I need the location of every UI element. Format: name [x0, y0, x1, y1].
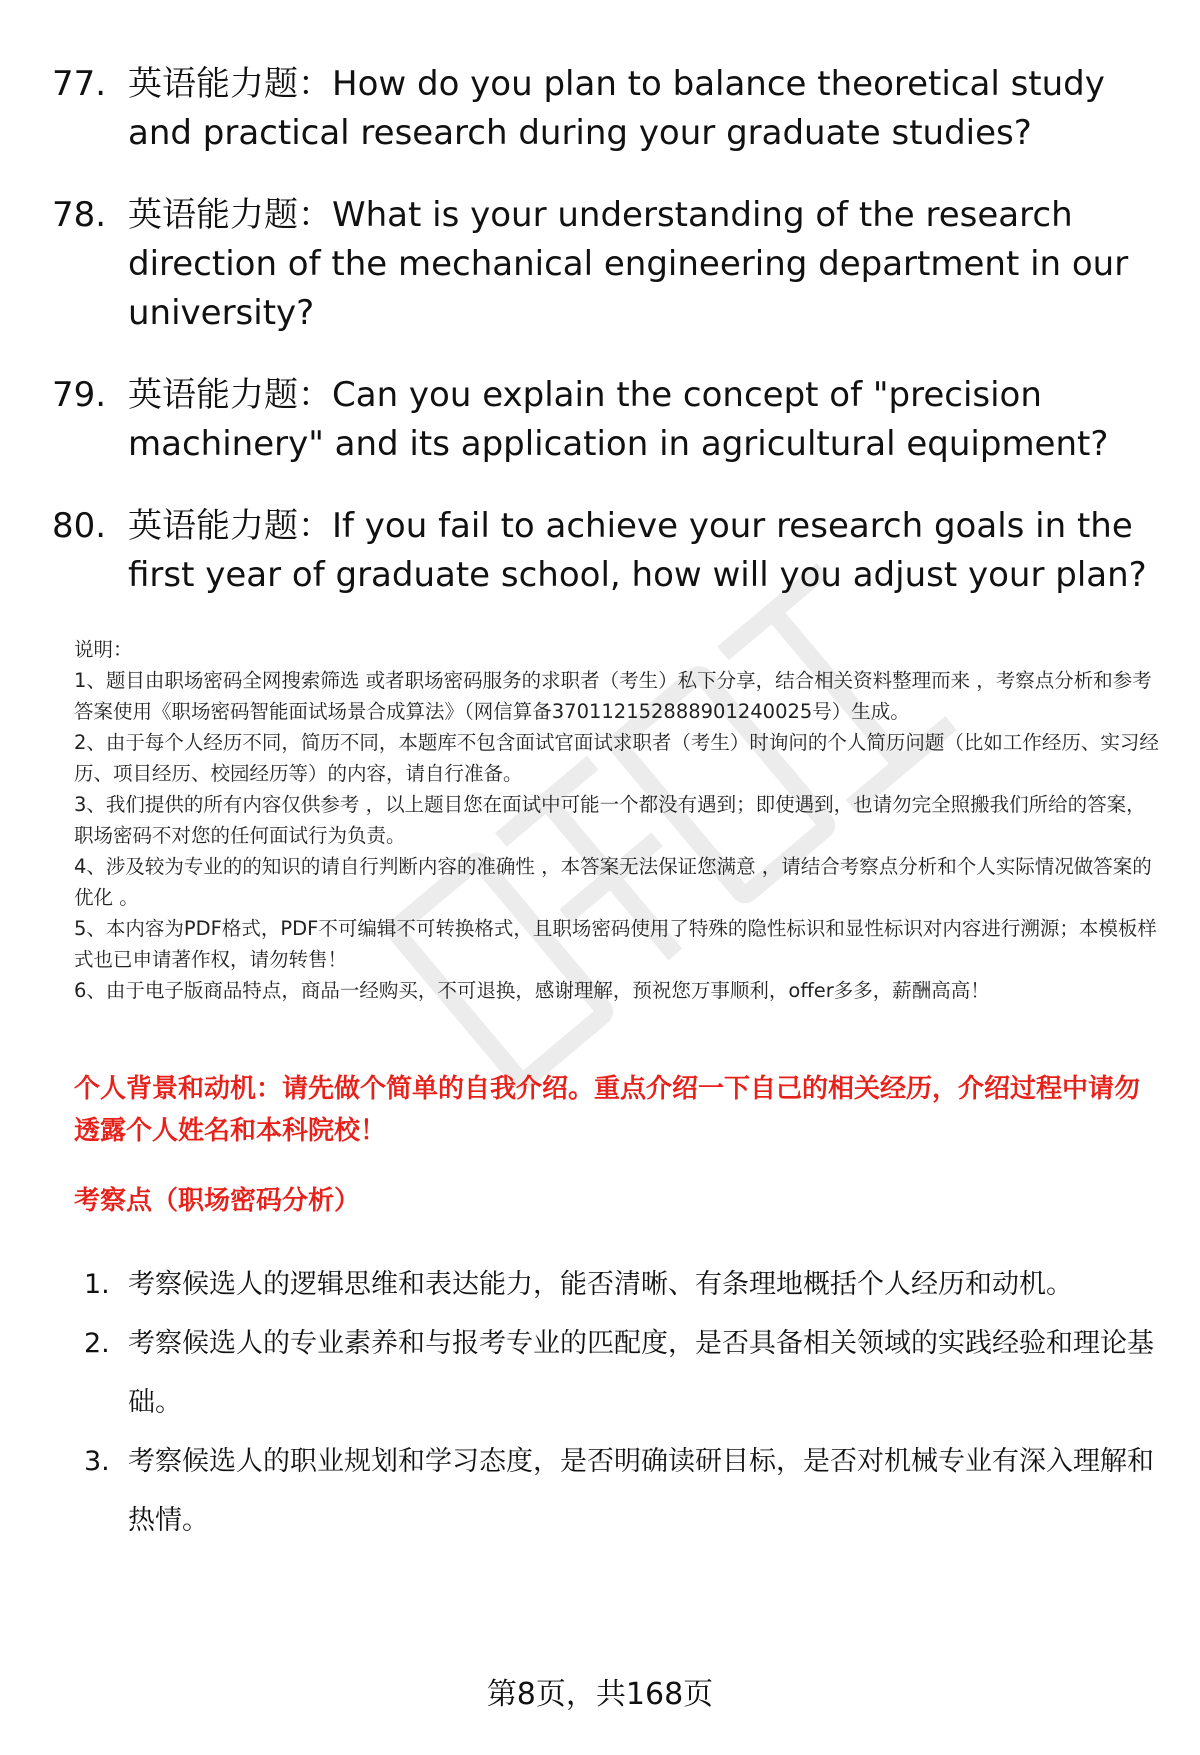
question-number: 78.: [52, 195, 107, 235]
background-question: 个人背景和动机：请先做个简单的自我介绍。重点介绍一下自己的相关经历，介绍过程中请勿透露个人姓名和本科院校！: [74, 1074, 1141, 1146]
note-item: 5、本内容为PDF格式，PDF不可编辑不可转换格式，且职场密码使用了特殊的隐性标识和显性标识对内容进行溯源；本模板样式也已申请著作权，请勿转售！: [74, 917, 1157, 971]
point-number: 2.: [84, 1328, 110, 1359]
analysis-heading: 考察点（职场密码分析）: [74, 1186, 361, 1216]
note-item: 4、涉及较为专业的的知识的请自行判断内容的准确性 ，本答案无法保证您满意 ，请结合考察点分析和个人实际情况做答案的优化 。: [74, 855, 1152, 909]
question-item: [52, 191, 1172, 338]
question-item: [52, 371, 1172, 469]
note-item: 1、题目由职场密码全网搜索筛选 或者职场密码服务的求职者（考生）私下分享，结合相关资料整理而来 ，考察点分析和参考答案使用《职场密码智能面试场景合成算法》（网信算备370112152888901240025号）生成。: [74, 669, 1152, 723]
question-text: 英语能力题：Can you explain the concept of "precision machinery" and its application in agricultural equipment?: [128, 375, 1109, 464]
point-number: 1.: [84, 1269, 110, 1300]
disclaimer-notes: [74, 634, 1164, 1006]
analysis-point: [84, 1255, 1164, 1314]
note-item: 3、我们提供的所有内容仅供参考 ，以上题目您在面试中可能一个都没有遇到；即使遇到，也请勿完全照搬我们所给的答案，职场密码不对您的任何面试行为负责。: [74, 793, 1146, 847]
point-number: 3.: [84, 1446, 110, 1477]
point-text: 考察候选人的专业素养和与报考专业的匹配度，是否具备相关领域的实践经验和理论基础。: [128, 1328, 1154, 1418]
question-text: 英语能力题：If you fail to achieve your research goals in the first year of graduate school, how will you adjust your plan?: [128, 506, 1147, 595]
question-item: [52, 60, 1172, 158]
analysis-point: [84, 1314, 1164, 1432]
analysis-points: [84, 1255, 1164, 1550]
question-number: 77.: [52, 64, 107, 104]
question-item: [52, 502, 1172, 600]
question-text: 英语能力题：How do you plan to balance theoretical study and practical research during your graduate studies?: [128, 64, 1105, 153]
point-text: 考察候选人的职业规划和学习态度，是否明确读研目标，是否对机械专业有深入理解和热情。: [128, 1446, 1154, 1536]
question-list: [52, 60, 1172, 633]
question-number: 80.: [52, 506, 107, 546]
note-item: 2、由于每个人经历不同，简历不同，本题库不包含面试官面试求职者（考生）时询问的个人简历问题（比如工作经历、实习经历、项目经历、校园经历等）的内容，请自行准备。: [74, 731, 1159, 785]
page-footer: 第8页，共168页: [486, 1677, 714, 1712]
point-text: 考察候选人的逻辑思维和表达能力，能否清晰、有条理地概括个人经历和动机。: [128, 1269, 1073, 1300]
question-number: 79.: [52, 375, 107, 415]
note-item: 6、由于电子版商品特点，商品一经购买，不可退换，感谢理解，预祝您万事顺利，offer多多，薪酬高高！: [74, 979, 990, 1002]
notes-title: 说明：: [74, 638, 133, 661]
analysis-point: [84, 1432, 1164, 1550]
question-text: 英语能力题：What is your understanding of the research direction of the mechanical engineering department in our university?: [128, 195, 1129, 333]
